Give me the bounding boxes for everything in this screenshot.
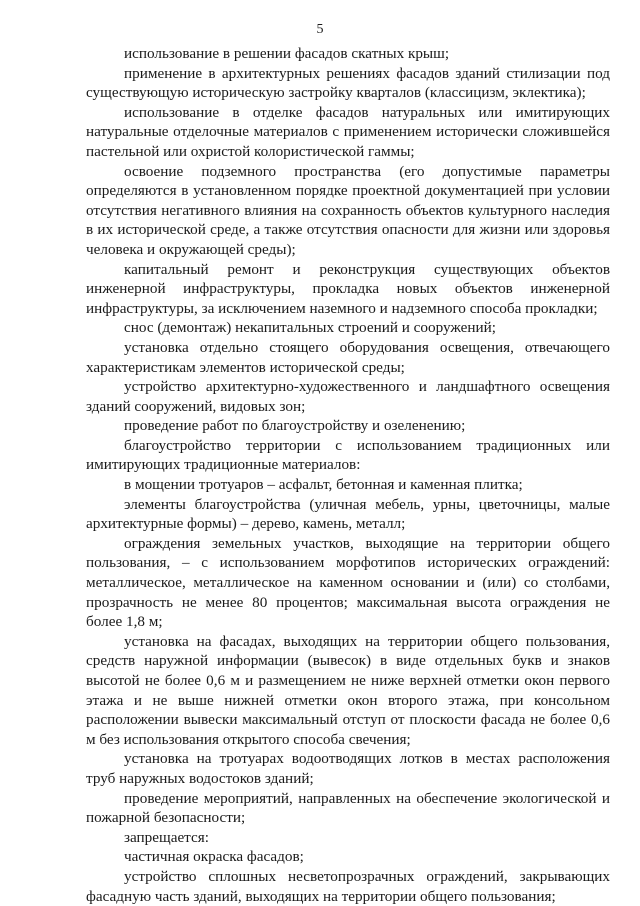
paragraph-1: использование в решении фасадов скатных крыш; <box>124 45 450 62</box>
paragraph-11: в мощении тротуаров – асфальт, бетонная и каменная плитка; <box>124 476 523 494</box>
paragraph-6: снос (демонтаж) некапитальных строений и сооружений; <box>124 319 497 337</box>
paragraph-7: установка отдельно стоящего оборудования освещения, отвечающего характеристикам элементов исторической среды; <box>86 338 610 376</box>
paragraph-2: применение в архитектурных решениях фасадов зданий стилизации под существующую историческую застройку кварталов (классицизм, эклектика); <box>86 64 610 102</box>
paragraph-18: частичная окраска фасадов; <box>124 848 304 866</box>
paragraph-3: использование в отделке фасадов натуральных или имитирующих натуральные отделочные материалов с применением исторически сложившейся пастельной или охристой колористической гаммы; <box>86 103 610 160</box>
paragraph-12: элементы благоустройства (уличная мебель, урны, цветочницы, малые архитектурные формы) – дерево, камень, металл; <box>86 495 610 533</box>
paragraph-10: благоустройство территории с использованием традиционных или имитирующих традиционные материалов: <box>86 436 610 474</box>
document-body <box>86 44 610 906</box>
page-number: 5 <box>316 22 324 37</box>
paragraph-9: проведение работ по благоустройству и озеленению; <box>124 417 466 435</box>
paragraph-4: освоение подземного пространства (его допустимые параметры определяются в установленном порядке проектной документацией при условии отсутствия негативного влияния на сохранность объектов культурного наследия в их исторической среде, а также отсутствия опасности для жизни или здоровья человека и окружающей среды); <box>86 162 610 258</box>
paragraph-17: запрещается: <box>124 828 209 846</box>
paragraph-5: капитальный ремонт и реконструкция существующих объектов инженерной инфраструктуры, прокладка новых объектов инженерной инфраструктуры, за исключением наземного и надземного способа прокладки; <box>86 260 610 317</box>
paragraph-16: проведение мероприятий, направленных на обеспечение экологической и пожарной безопасности; <box>86 789 610 827</box>
paragraph-13: ограждения земельных участков, выходящие на территории общего пользования, – с использованием морфотипов исторических ограждений: металлическое, металлическое на каменном основании и (или) со столбами, прозрачность не менее 80 процентов; максимальная высота ограждения не более 1,8 м; <box>86 534 610 631</box>
paragraph-19: устройство сплошных несветопрозрачных ограждений, закрывающих фасадную часть зданий, выходящих на территории общего пользования; <box>86 867 610 905</box>
paragraph-14: установка на фасадах, выходящих на территории общего пользования, средств наружной информации (вывесок) в виде отдельных букв и знаков высотой не более 0,6 м и размещением не ниже верхней отметки окон первого этажа и не выше нижней отметки окон второго этажа, при консольном расположении вывески максимальный отступ от плоскости фасада не более 0,6 м без использования открытого способа свечения; <box>86 632 610 748</box>
paragraph-15: установка на тротуарах водоотводящих лотков в местах расположения труб наружных водостоков зданий; <box>86 750 610 787</box>
paragraph-8: устройство архитектурно-художественного и ландшафтного освещения зданий сооружений, видовых зон; <box>86 378 610 415</box>
